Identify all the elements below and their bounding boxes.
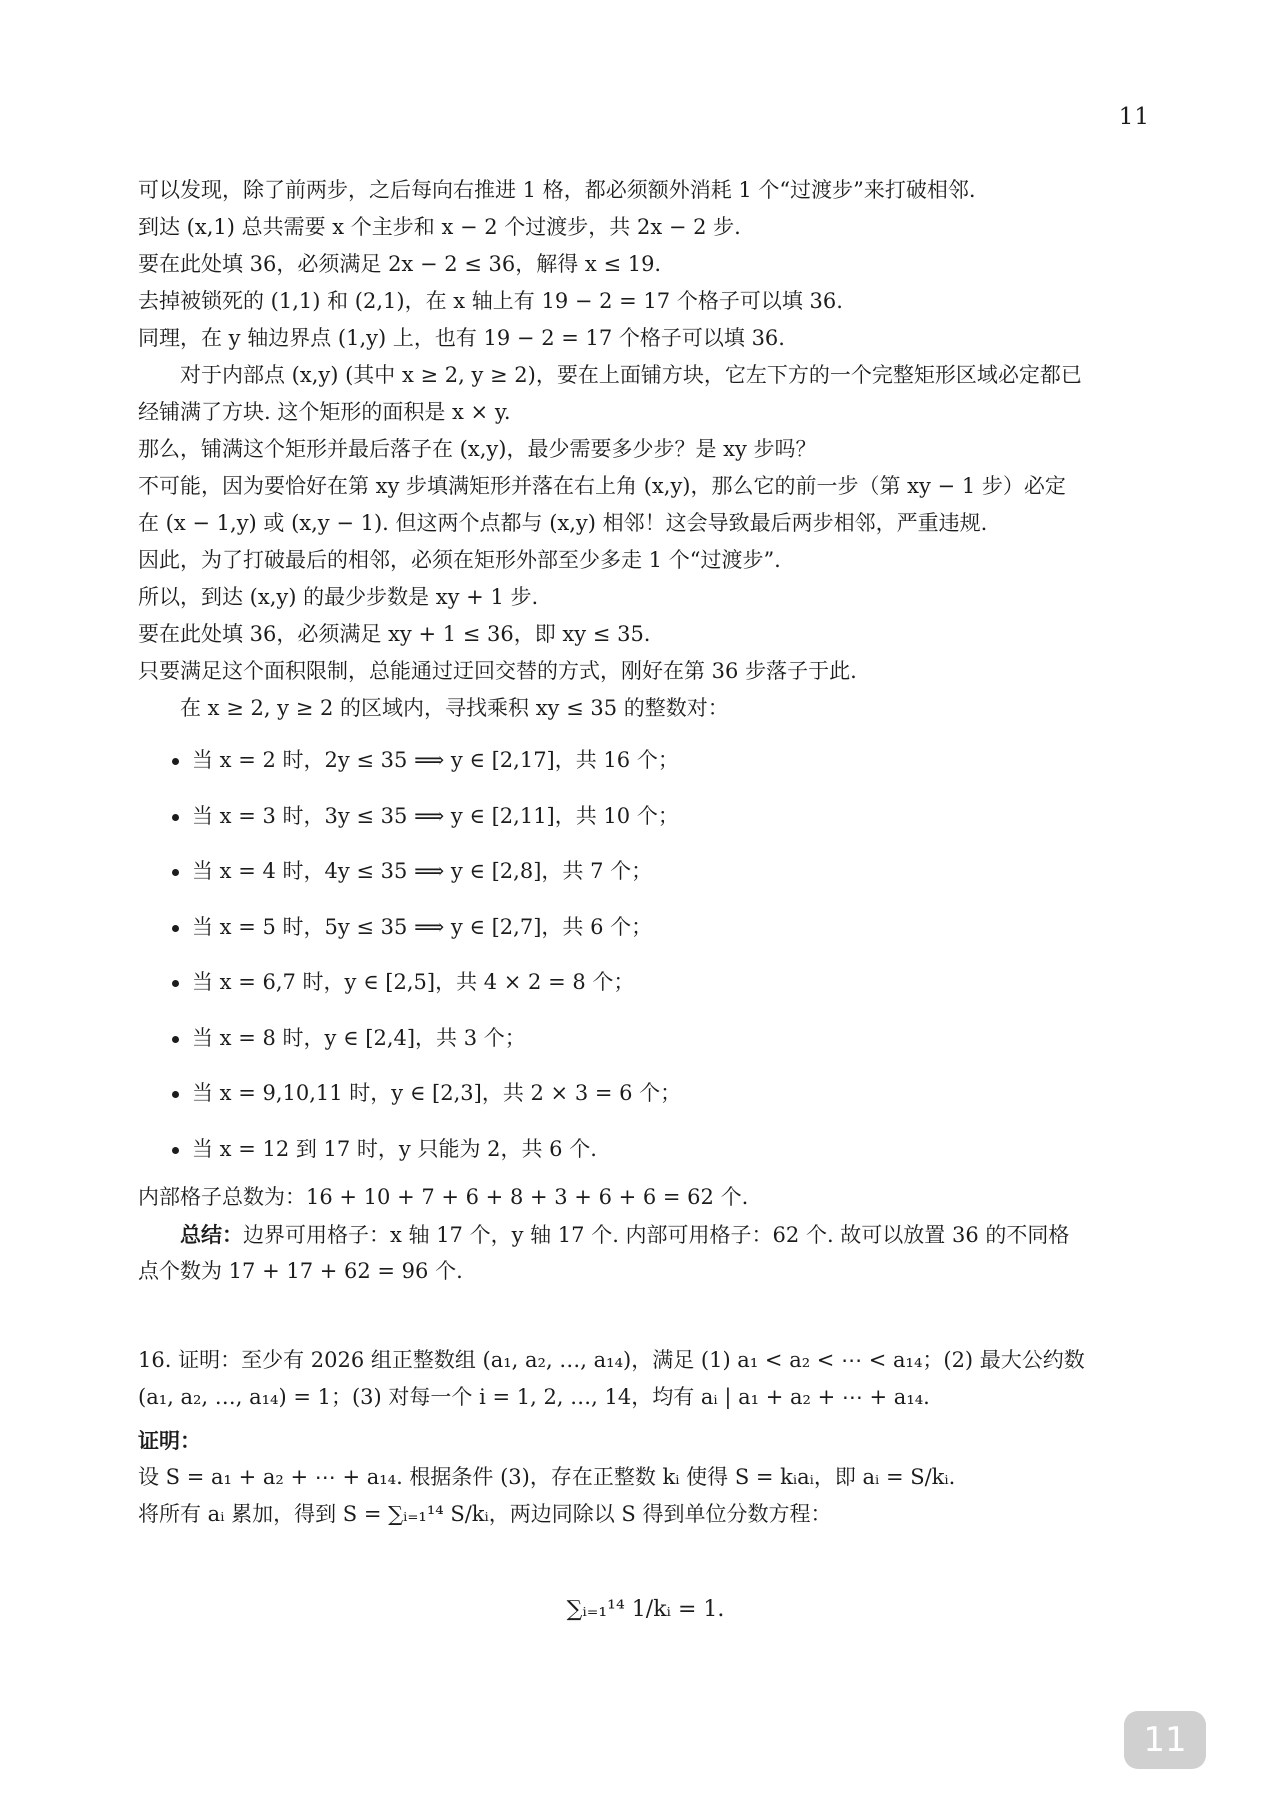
bullet-icon — [172, 925, 179, 932]
proof-line: 设 S = a₁ + a₂ + ⋯ + a₁₄. 根据条件 (3)，存在正整数 kᵢ 使得 S = kᵢaᵢ，即 aᵢ = S/kᵢ. — [138, 1465, 956, 1489]
bullet-icon — [172, 758, 179, 765]
list-item — [138, 900, 1153, 956]
bullet-icon — [172, 980, 179, 987]
text-line: 对于内部点 (x,y) (其中 x ≥ 2, y ≥ 2)，要在上面铺方块，它左下方的一个完整矩形区域必定都已 — [180, 363, 1082, 387]
summary-line — [138, 1216, 1153, 1253]
list-item-text: 当 x = 3 时，3y ≤ 35 ⟹ y ∈ [2,11]，共 10 个； — [192, 803, 679, 828]
list-item — [138, 1122, 1153, 1178]
page-badge: 11 — [1124, 1711, 1206, 1769]
list-item-text: 当 x = 6,7 时，y ∈ [2,5]，共 4 × 2 = 8 个； — [192, 970, 635, 994]
page-content — [138, 172, 1153, 1655]
list-item-text: 当 x = 9,10,11 时，y ∈ [2,3]，共 2 × 3 = 6 个； — [192, 1081, 682, 1105]
bullet-icon — [172, 1091, 179, 1098]
unit-fraction-equation: ∑ᵢ₌₁¹⁴ 1/kᵢ = 1. — [566, 1597, 725, 1622]
list-item-text: 当 x = 5 时，5y ≤ 35 ⟹ y ∈ [2,7]，共 6 个； — [192, 914, 653, 939]
summary-line-2: 点个数为 17 + 17 + 62 = 96 个. — [138, 1259, 463, 1283]
text-line: 那么，铺满这个矩形并最后落子在 (x,y)，最少需要多少步？是 xy 步吗？ — [138, 437, 817, 461]
bullet-icon — [172, 814, 179, 821]
interior-total-line: 内部格子总数为：16 + 10 + 7 + 6 + 8 + 3 + 6 + 6 = 62 个. — [138, 1185, 749, 1209]
text-line: 要在此处填 36，必须满足 2x − 2 ≤ 36，解得 x ≤ 19. — [138, 252, 662, 276]
text-line: 要在此处填 36，必须满足 xy + 1 ≤ 36，即 xy ≤ 35. — [138, 622, 651, 646]
text-line: 不可能，因为要恰好在第 xy 步填满矩形并落在右上角 (x,y)，那么它的前一步（第 xy − 1 步）必定 — [138, 474, 1066, 498]
case-list — [138, 733, 1153, 1177]
bullet-icon — [172, 1036, 179, 1043]
list-item-text: 当 x = 8 时，y ∈ [2,4]，共 3 个； — [192, 1025, 526, 1050]
problem-16-statement-cont: (a₁, a₂, …, a₁₄) = 1；(3) 对每一个 i = 1, 2, …, 14，均有 aᵢ | a₁ + a₂ + ⋯ + a₁₄. — [138, 1385, 930, 1409]
text-line: 只要满足这个面积限制，总能通过迂回交替的方式，刚好在第 36 步落子于此. — [138, 659, 857, 683]
text-line: 去掉被锁死的 (1,1) 和 (2,1)，在 x 轴上有 19 − 2 = 17 个格子可以填 36. — [138, 289, 843, 313]
text-line: 同理，在 y 轴边界点 (1,y) 上，也有 19 − 2 = 17 个格子可以填 36. — [138, 326, 785, 350]
list-item — [138, 1066, 1153, 1122]
list-item — [138, 955, 1153, 1011]
text-line: 在 (x − 1,y) 或 (x,y − 1). 但这两个点都与 (x,y) 相邻！这会导致最后两步相邻，严重违规. — [138, 511, 988, 535]
proof-line: 将所有 aᵢ 累加，得到 S = ∑ᵢ₌₁¹⁴ S/kᵢ，两边同除以 S 得到单位分数方程： — [138, 1502, 832, 1526]
summary-label: 总结： — [180, 1222, 243, 1247]
list-item — [138, 733, 1153, 789]
text-line: 因此，为了打破最后的相邻，必须在矩形外部至少多走 1 个“过渡步”. — [138, 548, 781, 572]
text-line: 所以，到达 (x,y) 的最少步数是 xy + 1 步. — [138, 585, 539, 609]
list-item-text: 当 x = 2 时，2y ≤ 35 ⟹ y ∈ [2,17]，共 16 个； — [192, 748, 679, 772]
text-line: 在 x ≥ 2, y ≥ 2 的区域内，寻找乘积 xy ≤ 35 的整数对： — [180, 696, 729, 720]
list-item-text: 当 x = 12 到 17 时，y 只能为 2，共 6 个. — [192, 1136, 597, 1161]
summary-text: 边界可用格子：x 轴 17 个，y 轴 17 个. 内部可用格子：62 个. 故可以放置 36 的不同格 — [243, 1223, 1070, 1247]
page-number: 11 — [1118, 104, 1150, 130]
list-item — [138, 789, 1153, 845]
bullet-icon — [172, 1147, 179, 1154]
list-item-text: 当 x = 4 时，4y ≤ 35 ⟹ y ∈ [2,8]，共 7 个； — [192, 859, 653, 883]
text-line: 到达 (x,1) 总共需要 x 个主步和 x − 2 个过渡步，共 2x − 2 步. — [138, 215, 741, 239]
text-line: 经铺满了方块. 这个矩形的面积是 x × y. — [138, 400, 511, 424]
list-item — [138, 1011, 1153, 1067]
list-item — [138, 844, 1153, 900]
text-line: 可以发现，除了前两步，之后每向右推进 1 格，都必须额外消耗 1 个“过渡步”来打破相邻. — [138, 178, 976, 202]
problem-16-statement: 16. 证明：至少有 2026 组正整数组 (a₁, a₂, …, a₁₄)，满足 (1) a₁ < a₂ < ⋯ < a₁₄；(2) 最大公约数 — [138, 1348, 1085, 1372]
proof-label: 证明： — [138, 1428, 201, 1453]
bullet-icon — [172, 869, 179, 876]
